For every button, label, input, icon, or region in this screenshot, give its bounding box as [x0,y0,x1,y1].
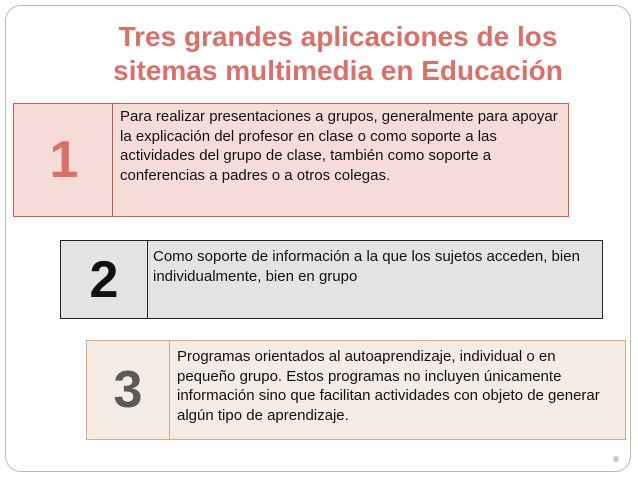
application-item-1 [13,103,569,217]
item-number-3: 3 [113,361,143,419]
item-text-2: Como soporte de información a la que los sujetos acceden, bien individualmente, bien en grupo [153,248,580,285]
item-divider-1 [112,104,113,216]
application-item-3 [86,340,626,440]
application-item-2 [60,240,603,319]
item-text-3: Programas orientados al autoaprendizaje, individual o en pequeño grupo. Estos programas no incluyen únicamente información sino que facilitan actividades con objeto de generar algún tipo de aprendizaje. [177,348,600,424]
slide-title-line-2: sitemas multimedia en Educación [113,55,563,86]
slide-title [78,20,598,88]
item-text-1: Para realizar presentaciones a grupos, generalmente para apoyar la explicación del profesor en clase o como soporte a las actividades del grupo de clase, también como soporte a conferencias a padres o a otros colegas. [120,108,558,184]
item-number-2: 2 [89,250,119,309]
slide-corner-dot [613,456,619,462]
item-number-1: 1 [49,131,79,189]
slide-title-line-1: Tres grandes aplicaciones de los [118,21,558,52]
item-divider-2 [147,241,148,318]
item-divider-3 [169,341,170,439]
